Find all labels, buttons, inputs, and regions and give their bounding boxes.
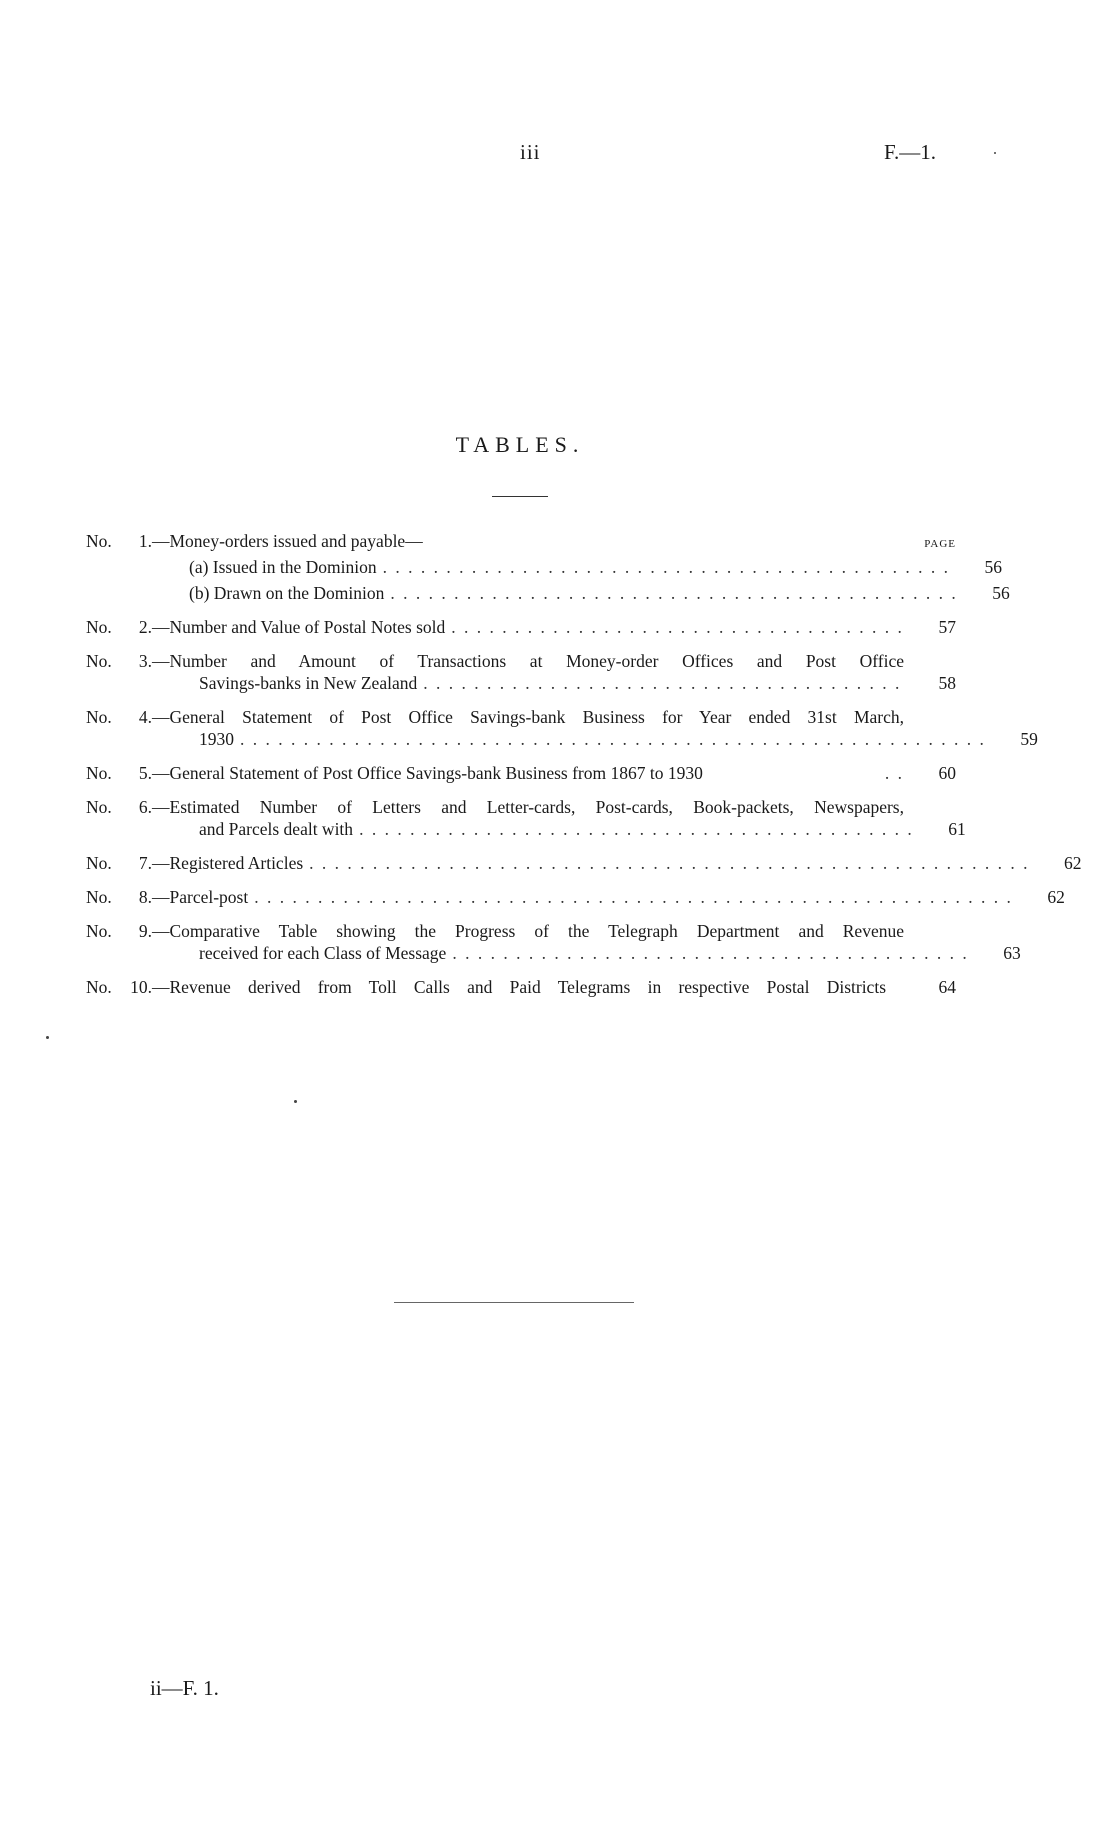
document-code-header: F.—1. xyxy=(884,140,936,164)
toc-entry xyxy=(86,530,956,552)
entry-number: 5. xyxy=(138,763,152,783)
page-number: 61 xyxy=(948,819,966,839)
toc-entry xyxy=(86,886,1065,908)
entry-prefix: No. xyxy=(86,763,112,783)
leader-dots: . . . . . . . . . . . . . . . . . . . . . . . . . . . . . . . . . . . . . . . . . . . . . xyxy=(390,583,958,603)
entry-title-continued: and Parcels dealt with xyxy=(199,819,354,839)
leader-dots: . . . . . . . . . . . . . . . . . . . . . . . . . . . . . . . . . . . . . . . . . . . . . . . . . . . . . . . . . . . . xyxy=(254,887,1013,907)
toc-entry xyxy=(86,796,966,840)
leader-dots: . . . . . . . . . . . . . . . . . . . . . . . . . . . . . . . . . . . . . . . . . xyxy=(452,943,969,963)
entry-number: 4. xyxy=(138,707,152,727)
leader-dots: . . xyxy=(884,763,904,783)
table-of-contents xyxy=(86,530,1082,1010)
entry-prefix: No. xyxy=(86,707,112,727)
entry-number: 7. xyxy=(138,853,152,873)
entry-prefix: No. xyxy=(86,921,112,941)
entry-number: 9. xyxy=(138,921,152,941)
page-number: 60 xyxy=(938,763,956,783)
entry-title: —Estimated Number of Letters and Letter-cards, Post-cards, Book-packets, Newspapers, xyxy=(152,797,904,817)
leader-dots: . . . . . . . . . . . . . . . . . . . . . . . . . . . . . . . . . . . . . . . . . . . . . . . . . . . . . . . . . xyxy=(309,853,1030,873)
entry-number: 6. xyxy=(138,797,152,817)
toc-entry xyxy=(86,762,956,784)
page-signature: ii—F. 1. xyxy=(150,1676,219,1700)
toc-entry xyxy=(86,650,956,694)
entry-title-continued: Savings-banks in New Zealand xyxy=(199,673,418,693)
scan-speck xyxy=(994,152,996,154)
entry-title: —Money-orders issued and payable— xyxy=(152,531,423,551)
entry-title: —General Statement of Post Office Savings-bank Business for Year ended 31st March, xyxy=(152,707,904,727)
page-number: 58 xyxy=(938,673,956,693)
entry-title-continued: 1930 xyxy=(199,729,234,749)
entry-number: 10. xyxy=(130,977,152,997)
page-number: 62 xyxy=(1064,853,1082,873)
subentry-title: (a) Issued in the Dominion xyxy=(189,557,377,577)
entry-number: 8. xyxy=(138,887,152,907)
toc-entry xyxy=(86,706,1038,750)
scan-speck xyxy=(294,1100,297,1103)
entry-prefix: No. xyxy=(86,531,112,551)
leader-dots: . . . . . . . . . . . . . . . . . . . . . . . . . . . . . . . . . . . . xyxy=(451,617,904,637)
scan-speck xyxy=(46,1036,49,1039)
entry-title: —General Statement of Post Office Savings-bank Business from 1867 to 1930 xyxy=(152,763,703,783)
entry-prefix: No. xyxy=(86,853,112,873)
entry-number: 1. xyxy=(138,531,152,551)
footer-divider xyxy=(394,1302,634,1303)
entry-number: 2. xyxy=(138,617,152,637)
page-number: 62 xyxy=(1047,887,1065,907)
entry-prefix: No. xyxy=(86,797,112,817)
page-number: 59 xyxy=(1020,729,1038,749)
page-number: 64 xyxy=(938,977,956,997)
page-title: TABLES. xyxy=(455,432,585,457)
entry-title-continued: received for each Class of Message xyxy=(199,943,447,963)
entry-title: —Revenue derived from Toll Calls and Paid Telegrams in respective Postal Districts xyxy=(152,977,886,997)
page-number: 56 xyxy=(984,557,1002,577)
toc-subentry xyxy=(86,556,1002,578)
toc-entry xyxy=(86,976,956,998)
entry-prefix: No. xyxy=(86,977,112,997)
leader-dots: . . . . . . . . . . . . . . . . . . . . . . . . . . . . . . . . . . . . . . . . . . . . . . . . . . . . . . . . . . . xyxy=(240,729,986,749)
entry-number: 3. xyxy=(138,651,152,671)
toc-entry xyxy=(86,852,1082,874)
toc-subentry xyxy=(86,582,1010,604)
toc-entry xyxy=(86,616,956,638)
entry-prefix: No. xyxy=(86,651,112,671)
page-number-header: iii xyxy=(520,140,541,164)
page-number: 63 xyxy=(1003,943,1021,963)
leader-dots: . . . . . . . . . . . . . . . . . . . . . . . . . . . . . . . . . . . . . . . . . . . . . xyxy=(382,557,950,577)
entry-title: —Parcel-post xyxy=(152,887,249,907)
page-column-label: PAGE xyxy=(924,538,956,550)
leader-dots: . . . . . . . . . . . . . . . . . . . . . . . . . . . . . . . . . . . . . . . . . . . . xyxy=(359,819,914,839)
entry-prefix: No. xyxy=(86,887,112,907)
toc-entry xyxy=(86,920,1021,964)
page-number: 57 xyxy=(938,617,956,637)
entry-prefix: No. xyxy=(86,617,112,637)
entry-title: —Registered Articles xyxy=(152,853,304,873)
entry-title: —Number and Amount of Transactions at Money-order Offices and Post Office xyxy=(152,651,904,671)
page-number: 56 xyxy=(992,583,1010,603)
leader-dots: . . . . . . . . . . . . . . . . . . . . . . . . . . . . . . . . . . . . . . xyxy=(423,673,902,693)
subentry-title: (b) Drawn on the Dominion xyxy=(189,583,385,603)
title-divider xyxy=(492,496,548,497)
entry-title: —Number and Value of Postal Notes sold xyxy=(152,617,446,637)
entry-title: —Comparative Table showing the Progress of the Telegraph Department and Revenue xyxy=(152,921,904,941)
